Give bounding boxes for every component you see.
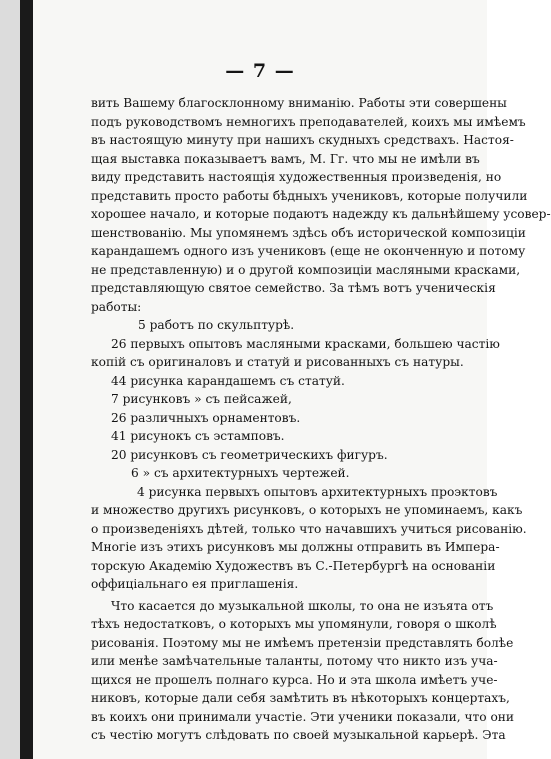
- text-line: съ честію могутъ слѣдовать по своей музыкальной карьерѣ. Эта: [91, 728, 506, 742]
- text-line: не представленную) и о другой композиціи масляными красками,: [91, 262, 521, 277]
- scan-edge: [0, 0, 20, 759]
- book-binding: [20, 0, 33, 759]
- text-line: оффиціальнаго ея приглашенія.: [91, 577, 299, 591]
- text-line: Многіе изъ этихъ рисунковъ мы должны отправить въ Импера-: [91, 540, 500, 554]
- text-line: щихся не прошелъ полнаго курса. Но и эта школа имѣетъ уче-: [91, 672, 498, 687]
- text-line: или менѣе замѣчательные таланты, потому что никто изъ уча-: [91, 654, 498, 668]
- text-line: виду представить настоящія художественныя произведенія, но: [91, 170, 502, 184]
- text-line: вить Вашему благосклонному вниманію. Работы эти совершены: [91, 96, 507, 110]
- text-line: копій съ оригиналовъ и статуй и рисованныхъ съ натуры.: [91, 355, 464, 369]
- text-line: рисованія. Поэтому мы не имѣемъ претензіи представлять болѣе: [91, 635, 514, 650]
- book-page: [33, 0, 551, 759]
- text-line: представить просто работы бѣдныхъ учениковъ, которые получили: [91, 188, 528, 203]
- text-line: въ настоящую минуту при нашихъ скудныхъ средствахъ. Настоя-: [91, 133, 514, 147]
- list-item: 26 различныхъ орнаментовъ.: [111, 410, 301, 425]
- list-item: 44 рисунка карандашемъ съ статуй.: [111, 373, 345, 388]
- text-line: карандашемъ одного изъ учениковъ (еще не оконченную и потому: [91, 244, 526, 258]
- text-line: никовъ, которые дали себя замѣтить въ нѣкоторыхъ концертахъ,: [91, 691, 510, 705]
- text-line: о произведеніяхъ дѣтей, только что начавшихъ учиться рисованію.: [91, 521, 527, 536]
- text-line: и множество другихъ рисунковъ, о которыхъ не упоминаемъ, какъ: [91, 503, 523, 517]
- list-item: 5 работъ по скульптурѣ.: [138, 318, 295, 332]
- list-item: 41 рисунокъ съ эстамповъ.: [111, 429, 285, 443]
- text-line: въ коихъ они принимали участіе. Эти ученики показали, что они: [91, 709, 515, 724]
- text-line: шенствованію. Мы упомянемъ здѣсь объ исторической композиціи: [91, 225, 526, 240]
- body-text: [91, 94, 551, 745]
- text-line: хорошее начало, и которые подаютъ надежду къ дальнѣйшему усовер-: [91, 207, 551, 221]
- text-line: щая выставка показываетъ вамъ, М. Гг. что мы не имѣли въ: [91, 151, 480, 166]
- list-item: 26 первыхъ опытовъ масляными красками, большею частію: [111, 336, 500, 351]
- page-number: — 7 —: [225, 60, 295, 82]
- text-line: Что касается до музыкальной школы, то она не изъята отъ: [111, 598, 494, 613]
- text-line: представляющую святое семейство. За тѣмъ вотъ ученическія: [91, 281, 496, 295]
- text-line: тѣхъ недостатковъ, о которыхъ мы упомянули, говоря о школѣ: [91, 617, 497, 631]
- list-item: 4 рисунка первыхъ опытовъ архитектурныхъ проэктовъ: [137, 484, 498, 499]
- list-item: 20 рисунковъ съ геометрическихъ фигуръ.: [111, 447, 388, 462]
- list-item: 7 рисунковъ » съ пейсажей,: [111, 392, 292, 406]
- text-line: работы:: [91, 299, 142, 314]
- text-line: подъ руководствомъ немногихъ преподавателей, коихъ мы имѣемъ: [91, 114, 526, 129]
- text-line: торскую Академію Художествъ въ С.-Петербургѣ на основаніи: [91, 558, 496, 573]
- list-item: 6 » съ архитектурныхъ чертежей.: [131, 466, 350, 480]
